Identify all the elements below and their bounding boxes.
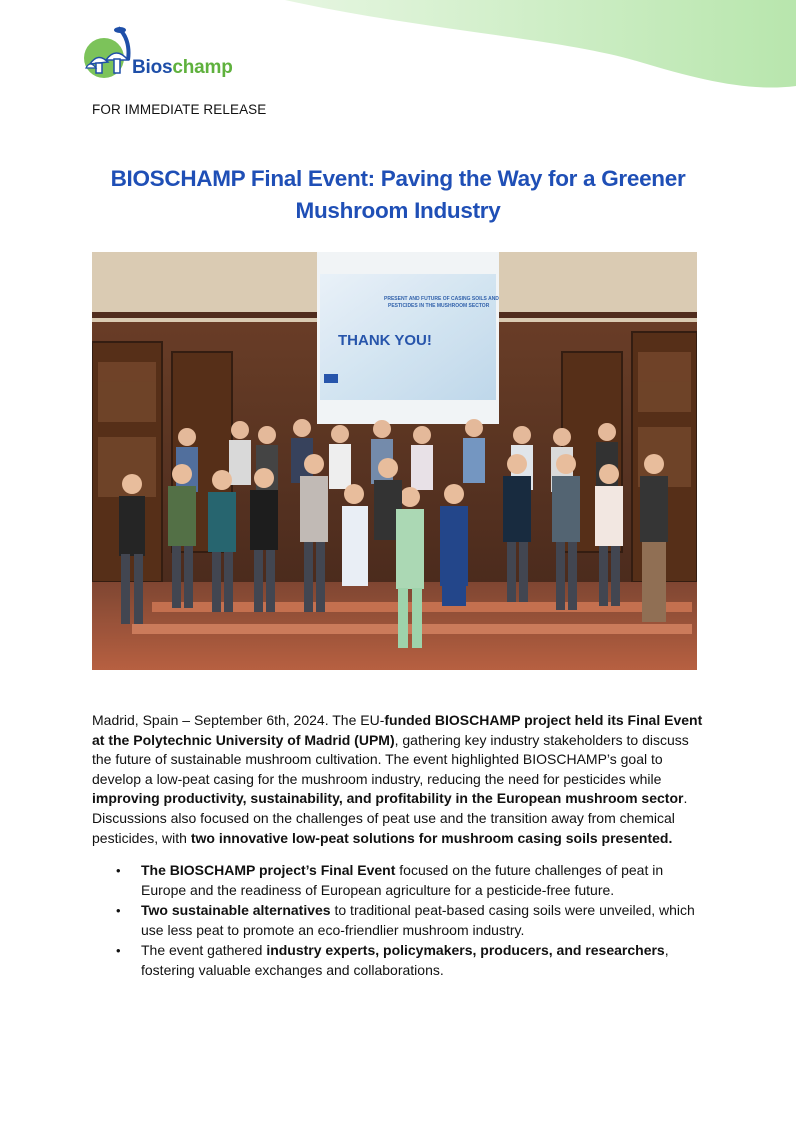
body-text-3: . Discussions also focused on the challenges of peat use and the transition away from chemical pesticides, with: [92, 790, 688, 846]
page-title: [60, 163, 736, 227]
body-bold-3: two innovative low-peat solutions for mushroom casing soils presented.: [190, 829, 673, 846]
slide-heading-line-1: PRESENT AND FUTURE OF CASING SOILS AND: [384, 296, 499, 302]
logo-wordmark-part1: Bios: [132, 57, 173, 78]
bullet-3-text: , fostering valuable exchanges and collaborations.: [141, 942, 669, 978]
bullet-icon: •: [116, 943, 121, 959]
logo-wordmark-part2: champ: [172, 57, 233, 78]
bullet-1-bold: The BIOSCHAMP project’s Final Event: [141, 862, 396, 878]
press-release-body: [92, 711, 710, 848]
list-item: [116, 941, 706, 980]
body-text-1: Madrid, Spain – September 6th, 2024. The EU-: [92, 712, 385, 728]
body-bold-2: improving productivity, sustainability, and profitability in the European mushroom sector: [92, 790, 684, 807]
release-label: FOR IMMEDIATE RELEASE: [92, 102, 267, 117]
title-line-2: Mushroom Industry: [295, 198, 501, 223]
bullet-2-text: to traditional peat-based casing soils were unveiled, which use less peat to promote an eco-friendlier mushroom industry.: [141, 902, 695, 938]
bullet-1-text: focused on the future challenges of peat in Europe and the readiness of European agriculture for a pesticide-free future.: [141, 862, 664, 898]
bullet-icon: •: [116, 903, 121, 919]
title-line-1: BIOSCHAMP Final Event: Paving the Way for a Greener: [110, 166, 686, 191]
body-bold-1: funded BIOSCHAMP project held its Final Event at the Polytechnic University of Madrid (UPM): [92, 712, 703, 748]
highlights-list: [116, 861, 706, 982]
list-item: [116, 901, 706, 940]
bullet-3-bold: industry experts, policymakers, producers, and researchers: [266, 942, 665, 959]
list-item: [116, 861, 706, 900]
body-text-2: , gathering key industry stakeholders to discuss the future of sustainable mushroom cultivation. The event highlighted BIOSCHAMP’s goal to develop a low-peat casing for the mushroom industry, reducing the need for pesticides while: [92, 731, 689, 787]
event-group-photo: [92, 252, 697, 670]
bullet-3-lead: The event gathered: [141, 942, 267, 959]
slide-heading-line-2: PESTICIDES IN THE MUSHROOM SECTOR: [388, 303, 490, 309]
slide-thank-you: THANK YOU!: [338, 332, 432, 349]
logo-wordmark: [132, 57, 233, 79]
bullet-2-bold: Two sustainable alternatives: [141, 902, 331, 919]
bullet-icon: •: [116, 863, 121, 878]
